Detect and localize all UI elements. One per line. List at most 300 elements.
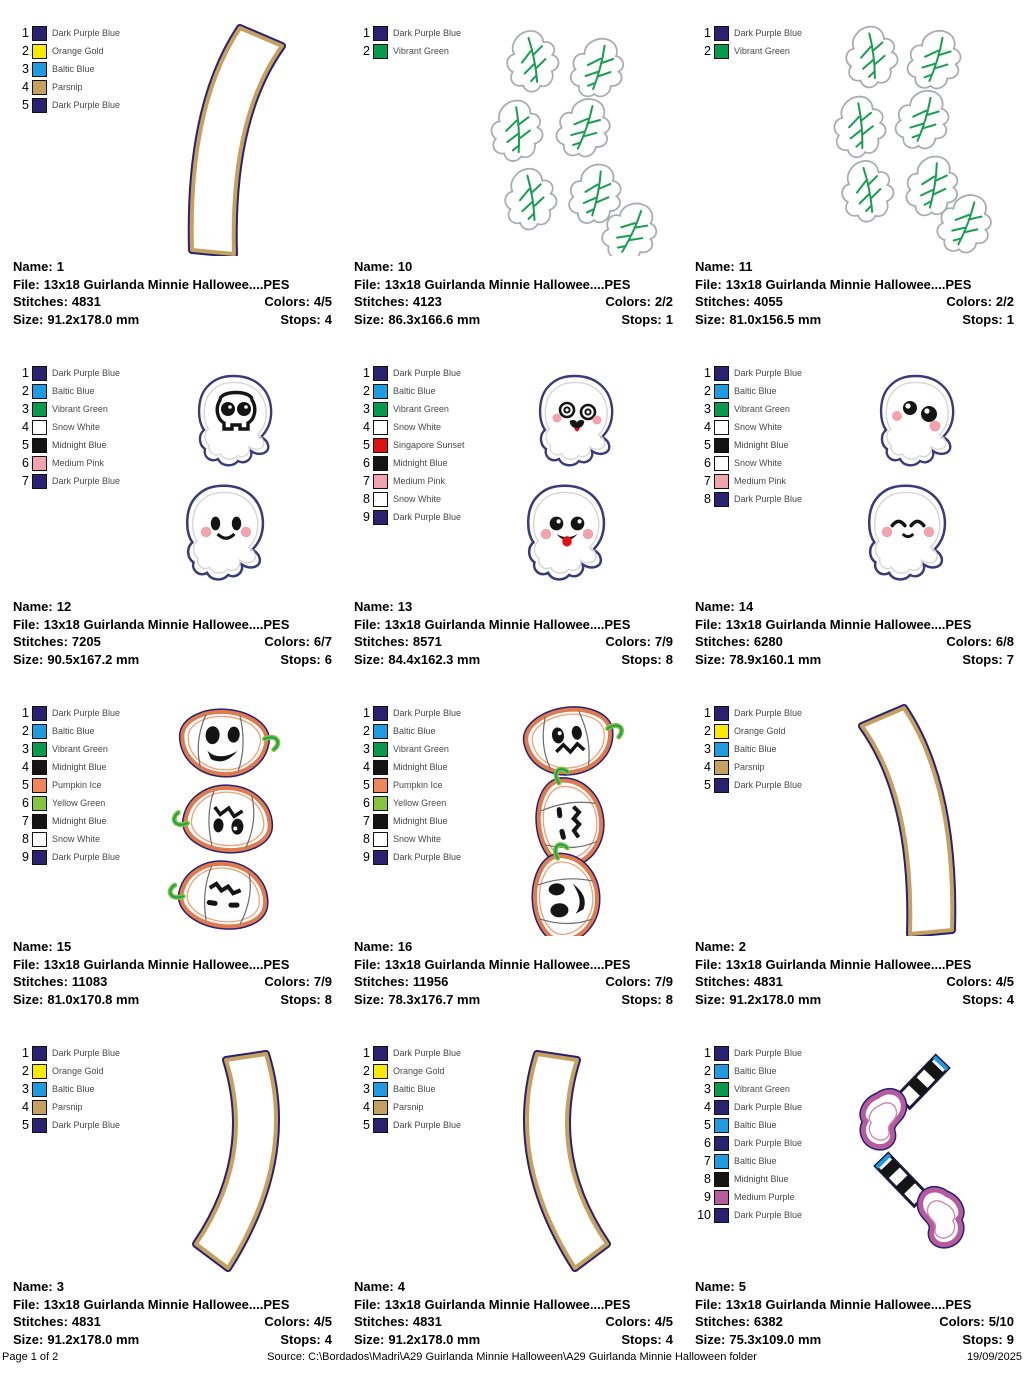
color-number: 3: [363, 1082, 370, 1096]
color-legend-row: [696, 24, 802, 42]
color-swatch: [373, 742, 388, 757]
design-file: File: 13x18 Guirlanda Minnie Hallowee....PES: [13, 956, 290, 972]
design-colors: Colors: 2/2: [605, 294, 673, 309]
color-number: 7: [704, 1154, 711, 1168]
color-legend-row: [696, 418, 802, 436]
color-number: 2: [704, 384, 711, 398]
design-file: File: 13x18 Guirlanda Minnie Hallowee....PES: [354, 276, 631, 292]
color-legend-row: [14, 42, 120, 60]
color-legend-row: [355, 1062, 461, 1080]
color-name: Parsnip: [393, 1102, 424, 1112]
ghosts-design-icon: [128, 360, 334, 596]
color-number: 9: [704, 1190, 711, 1204]
design-info: [13, 258, 332, 328]
design-cell: [682, 358, 1023, 698]
color-swatch: [714, 366, 729, 381]
color-swatch: [714, 26, 729, 41]
color-swatch: [32, 724, 47, 739]
color-swatch: [32, 778, 47, 793]
color-legend-row: [696, 1170, 802, 1188]
color-swatch: [32, 706, 47, 721]
color-legend-row: [696, 1134, 802, 1152]
color-legend-row: [696, 740, 802, 758]
color-name: Midnight Blue: [52, 762, 107, 772]
design-stops: Stops: 7: [962, 651, 1014, 667]
color-name: Dark Purple Blue: [734, 494, 803, 504]
color-swatch: [373, 832, 388, 847]
color-legend-row: [355, 24, 461, 42]
color-number: 1: [704, 26, 711, 40]
color-legend: [14, 704, 120, 866]
color-swatch: [373, 1100, 388, 1115]
design-info: [13, 598, 332, 668]
color-swatch: [714, 492, 729, 507]
color-number: 4: [363, 1100, 370, 1114]
color-number: 6: [704, 456, 711, 470]
color-swatch: [714, 44, 729, 59]
color-legend-row: [14, 24, 120, 42]
color-name: Dark Purple Blue: [734, 708, 803, 718]
design-stitches: Stitches: 6382: [695, 1314, 783, 1329]
design-colors: Colors: 7/9: [605, 634, 673, 649]
color-number: 1: [363, 366, 370, 380]
color-name: Dark Purple Blue: [393, 1120, 462, 1130]
design-name: Name: 12: [13, 599, 72, 614]
color-number: 8: [363, 832, 370, 846]
color-legend-row: [14, 454, 120, 472]
color-legend-row: [14, 740, 120, 758]
color-legend-row: [355, 418, 465, 436]
color-name: Dark Purple Blue: [52, 368, 121, 378]
color-swatch: [32, 98, 47, 113]
color-swatch: [714, 1118, 729, 1133]
color-swatch: [373, 26, 388, 41]
color-legend-row: [355, 472, 465, 490]
color-legend: [355, 1044, 461, 1134]
color-name: Orange Gold: [52, 46, 104, 56]
color-number: 5: [22, 1118, 29, 1132]
color-legend-row: [696, 364, 802, 382]
color-number: 2: [363, 44, 370, 58]
pumpkins-design-icon: [469, 700, 675, 936]
color-swatch: [32, 1046, 47, 1061]
color-swatch: [714, 1100, 729, 1115]
color-name: Dark Purple Blue: [734, 28, 803, 38]
color-legend: [696, 24, 802, 60]
color-swatch: [32, 420, 47, 435]
color-swatch: [373, 438, 388, 453]
color-name: Baltic Blue: [734, 1066, 777, 1076]
design-name: Name: 4: [354, 1279, 405, 1294]
design-file: File: 13x18 Guirlanda Minnie Hallowee....PES: [695, 616, 972, 632]
color-name: Dark Purple Blue: [52, 28, 121, 38]
color-swatch: [32, 402, 47, 417]
color-number: 7: [22, 474, 29, 488]
color-number: 6: [22, 796, 29, 810]
design-info: [695, 598, 1014, 668]
color-swatch: [32, 62, 47, 77]
design-stitches: Stitches: 7205: [13, 634, 101, 649]
color-swatch: [373, 1118, 388, 1133]
design-size: Size: 81.0x156.5 mm: [695, 311, 822, 327]
color-swatch: [373, 1064, 388, 1079]
color-legend-row: [14, 1044, 120, 1062]
color-legend-row: [696, 1098, 802, 1116]
color-swatch: [32, 832, 47, 847]
color-legend-row: [14, 704, 120, 722]
design-file: File: 13x18 Guirlanda Minnie Hallowee....PES: [13, 276, 290, 292]
color-number: 5: [704, 438, 711, 452]
design-name: Name: 14: [695, 599, 754, 614]
color-name: Dark Purple Blue: [393, 28, 462, 38]
color-name: Vibrant Green: [52, 404, 108, 414]
color-name: Dark Purple Blue: [393, 852, 462, 862]
color-legend-row: [14, 722, 120, 740]
color-number: 4: [22, 760, 29, 774]
color-swatch: [32, 814, 47, 829]
color-legend-row: [696, 776, 802, 794]
color-number: 1: [704, 706, 711, 720]
color-legend: [696, 364, 802, 508]
design-cell: [682, 698, 1023, 1038]
design-file: File: 13x18 Guirlanda Minnie Hallowee....PES: [695, 276, 972, 292]
color-legend-row: [14, 60, 120, 78]
color-number: 8: [363, 492, 370, 506]
color-name: Baltic Blue: [393, 386, 436, 396]
color-number: 3: [363, 742, 370, 756]
color-number: 4: [22, 420, 29, 434]
color-legend-row: [696, 382, 802, 400]
color-name: Snow White: [393, 494, 442, 504]
color-swatch: [32, 1082, 47, 1097]
color-swatch: [373, 724, 388, 739]
color-legend-row: [355, 830, 461, 848]
color-swatch: [714, 1172, 729, 1187]
color-swatch: [32, 1064, 47, 1079]
design-stops: Stops: 4: [280, 1331, 332, 1347]
color-number: 9: [363, 510, 370, 524]
color-name: Dark Purple Blue: [734, 1102, 803, 1112]
color-legend-row: [14, 794, 120, 812]
color-swatch: [373, 474, 388, 489]
color-name: Baltic Blue: [734, 386, 777, 396]
color-swatch: [714, 1208, 729, 1223]
color-number: 1: [22, 1046, 29, 1060]
color-number: 4: [704, 1100, 711, 1114]
color-name: Snow White: [734, 422, 783, 432]
color-swatch: [373, 1082, 388, 1097]
design-info: [13, 938, 332, 1008]
color-legend-row: [355, 400, 465, 418]
design-stops: Stops: 4: [621, 1331, 673, 1347]
color-swatch: [32, 366, 47, 381]
color-swatch: [714, 402, 729, 417]
color-number: 2: [363, 384, 370, 398]
color-swatch: [714, 420, 729, 435]
color-swatch: [32, 742, 47, 757]
color-number: 7: [704, 474, 711, 488]
color-number: 9: [22, 850, 29, 864]
pumpkins-design-icon: [128, 700, 334, 936]
design-stitches: Stitches: 4831: [695, 974, 783, 989]
design-stops: Stops: 8: [280, 991, 332, 1007]
color-legend-row: [355, 1098, 461, 1116]
color-swatch: [373, 492, 388, 507]
color-number: 5: [363, 438, 370, 452]
color-number: 2: [22, 44, 29, 58]
color-name: Baltic Blue: [393, 726, 436, 736]
design-colors: Colors: 7/9: [264, 974, 332, 989]
design-size: Size: 91.2x178.0 mm: [695, 991, 822, 1007]
color-legend-row: [14, 830, 120, 848]
design-cell: [682, 18, 1023, 358]
color-legend-row: [355, 1044, 461, 1062]
arc-band-design-icon: [128, 20, 334, 256]
color-number: 4: [704, 760, 711, 774]
page-number-label: Page 1 of 2: [2, 1351, 59, 1363]
color-number: 8: [22, 832, 29, 846]
color-swatch: [714, 456, 729, 471]
color-swatch: [373, 366, 388, 381]
color-name: Parsnip: [734, 762, 765, 772]
leaves-design-icon: [469, 20, 675, 256]
color-swatch: [32, 760, 47, 775]
color-swatch: [32, 438, 47, 453]
design-size: Size: 84.4x162.3 mm: [354, 651, 481, 667]
color-number: 4: [22, 1100, 29, 1114]
color-legend-row: [355, 382, 465, 400]
color-number: 8: [704, 492, 711, 506]
design-stitches: Stitches: 4831: [13, 1314, 101, 1329]
color-name: Dark Purple Blue: [734, 1210, 803, 1220]
design-colors: Colors: 7/9: [605, 974, 673, 989]
color-legend: [14, 24, 120, 114]
witch-shoes-design-icon: [810, 1040, 1016, 1276]
color-number: 3: [22, 62, 29, 76]
color-number: 4: [363, 420, 370, 434]
design-file: File: 13x18 Guirlanda Minnie Hallowee....PES: [13, 1296, 290, 1312]
color-number: 1: [363, 706, 370, 720]
design-cell: [682, 1038, 1023, 1378]
color-number: 5: [22, 98, 29, 112]
design-stops: Stops: 9: [962, 1331, 1014, 1347]
design-info: [695, 258, 1014, 328]
color-legend-row: [696, 1206, 802, 1224]
color-swatch: [32, 44, 47, 59]
color-name: Snow White: [393, 422, 442, 432]
design-colors: Colors: 4/5: [946, 974, 1014, 989]
design-colors: Colors: 5/10: [939, 1314, 1014, 1329]
color-legend-row: [696, 1080, 802, 1098]
color-swatch: [373, 1046, 388, 1061]
color-name: Pumpkin Ice: [393, 780, 443, 790]
color-swatch: [32, 80, 47, 95]
color-legend-row: [14, 812, 120, 830]
design-info: [695, 938, 1014, 1008]
color-name: Dark Purple Blue: [52, 852, 121, 862]
design-stops: Stops: 8: [621, 991, 673, 1007]
color-name: Vibrant Green: [393, 404, 449, 414]
color-name: Baltic Blue: [52, 386, 95, 396]
color-legend-row: [14, 436, 120, 454]
color-number: 3: [22, 1082, 29, 1096]
color-number: 2: [363, 1064, 370, 1078]
color-legend-row: [696, 722, 802, 740]
color-number: 3: [704, 1082, 711, 1096]
color-swatch: [714, 760, 729, 775]
color-name: Midnight Blue: [734, 440, 789, 450]
color-number: 4: [704, 420, 711, 434]
color-number: 7: [363, 814, 370, 828]
color-number: 1: [22, 366, 29, 380]
color-number: 1: [704, 1046, 711, 1060]
color-number: 2: [704, 1064, 711, 1078]
color-legend-row: [14, 364, 120, 382]
color-name: Baltic Blue: [52, 726, 95, 736]
color-legend-row: [355, 42, 461, 60]
color-number: 2: [704, 724, 711, 738]
color-name: Vibrant Green: [52, 744, 108, 754]
color-swatch: [373, 384, 388, 399]
color-swatch: [373, 44, 388, 59]
color-number: 7: [363, 474, 370, 488]
color-number: 5: [22, 778, 29, 792]
design-stitches: Stitches: 8571: [354, 634, 442, 649]
color-name: Dark Purple Blue: [52, 1120, 121, 1130]
color-swatch: [714, 1064, 729, 1079]
color-swatch: [714, 1154, 729, 1169]
color-swatch: [32, 1100, 47, 1115]
color-swatch: [373, 760, 388, 775]
color-swatch: [32, 26, 47, 41]
color-legend-row: [14, 1080, 120, 1098]
color-number: 9: [363, 850, 370, 864]
color-swatch: [32, 850, 47, 865]
color-legend-row: [696, 1044, 802, 1062]
design-cell: [0, 18, 341, 358]
design-info: [13, 1278, 332, 1348]
color-swatch: [714, 724, 729, 739]
design-name: Name: 15: [13, 939, 72, 954]
design-stitches: Stitches: 4831: [13, 294, 101, 309]
color-legend-row: [355, 1080, 461, 1098]
color-swatch: [714, 1082, 729, 1097]
color-swatch: [714, 1136, 729, 1151]
color-name: Snow White: [52, 422, 101, 432]
color-legend: [355, 704, 461, 866]
color-name: Orange Gold: [393, 1066, 445, 1076]
design-cell: [341, 358, 682, 698]
design-stops: Stops: 4: [962, 991, 1014, 1007]
design-name: Name: 13: [354, 599, 413, 614]
color-legend-row: [696, 1188, 802, 1206]
ghosts-design-icon: [810, 360, 1016, 596]
color-legend-row: [696, 454, 802, 472]
color-legend-row: [355, 794, 461, 812]
color-name: Dark Purple Blue: [393, 368, 462, 378]
color-legend-row: [696, 436, 802, 454]
color-legend-row: [696, 472, 802, 490]
color-swatch: [714, 474, 729, 489]
color-swatch: [714, 1046, 729, 1061]
color-number: 4: [363, 760, 370, 774]
design-cell: [0, 1038, 341, 1378]
color-number: 3: [704, 402, 711, 416]
design-info: [354, 1278, 673, 1348]
color-number: 1: [363, 1046, 370, 1060]
design-cell: [0, 698, 341, 1038]
design-info: [354, 258, 673, 328]
design-stops: Stops: 6: [280, 651, 332, 667]
color-name: Baltic Blue: [393, 1084, 436, 1094]
color-name: Pumpkin Ice: [52, 780, 102, 790]
color-name: Dark Purple Blue: [52, 708, 121, 718]
color-name: Dark Purple Blue: [52, 100, 121, 110]
color-legend-row: [355, 436, 465, 454]
color-number: 3: [704, 742, 711, 756]
color-name: Midnight Blue: [52, 440, 107, 450]
color-legend-row: [696, 490, 802, 508]
color-swatch: [373, 706, 388, 721]
color-swatch: [32, 384, 47, 399]
design-stitches: Stitches: 4831: [354, 1314, 442, 1329]
color-legend: [696, 1044, 802, 1224]
color-legend-row: [696, 1062, 802, 1080]
design-stops: Stops: 1: [621, 311, 673, 327]
design-file: File: 13x18 Guirlanda Minnie Hallowee....PES: [13, 616, 290, 632]
color-legend-row: [14, 1098, 120, 1116]
design-size: Size: 78.3x176.7 mm: [354, 991, 481, 1007]
color-swatch: [32, 796, 47, 811]
color-swatch: [373, 814, 388, 829]
color-name: Yellow Green: [52, 798, 106, 808]
color-legend-row: [355, 848, 461, 866]
color-name: Medium Pink: [734, 476, 787, 486]
color-name: Parsnip: [52, 1102, 83, 1112]
color-legend-row: [14, 418, 120, 436]
color-name: Vibrant Green: [393, 46, 449, 56]
color-name: Dark Purple Blue: [393, 512, 462, 522]
design-file: File: 13x18 Guirlanda Minnie Hallowee....PES: [354, 616, 631, 632]
leaves-design-icon: [810, 20, 1016, 256]
color-name: Dark Purple Blue: [734, 1138, 803, 1148]
color-number: 2: [22, 384, 29, 398]
color-swatch: [714, 1190, 729, 1205]
color-swatch: [32, 456, 47, 471]
color-name: Vibrant Green: [734, 46, 790, 56]
color-number: 6: [22, 456, 29, 470]
color-number: 4: [22, 80, 29, 94]
color-name: Midnight Blue: [393, 458, 448, 468]
color-name: Yellow Green: [393, 798, 447, 808]
color-legend-row: [355, 508, 465, 526]
arc-band-design-icon: [810, 700, 1016, 936]
color-number: 1: [363, 26, 370, 40]
color-name: Medium Pink: [393, 476, 446, 486]
color-legend: [355, 24, 461, 60]
design-cell: [341, 18, 682, 358]
color-swatch: [373, 850, 388, 865]
color-legend-row: [355, 722, 461, 740]
color-legend-row: [355, 1116, 461, 1134]
color-number: 5: [363, 778, 370, 792]
color-name: Singapore Sunset: [393, 440, 465, 450]
color-legend-row: [355, 740, 461, 758]
color-legend-row: [14, 776, 120, 794]
color-legend-row: [14, 848, 120, 866]
design-colors: Colors: 6/8: [946, 634, 1014, 649]
design-file: File: 13x18 Guirlanda Minnie Hallowee....PES: [695, 956, 972, 972]
